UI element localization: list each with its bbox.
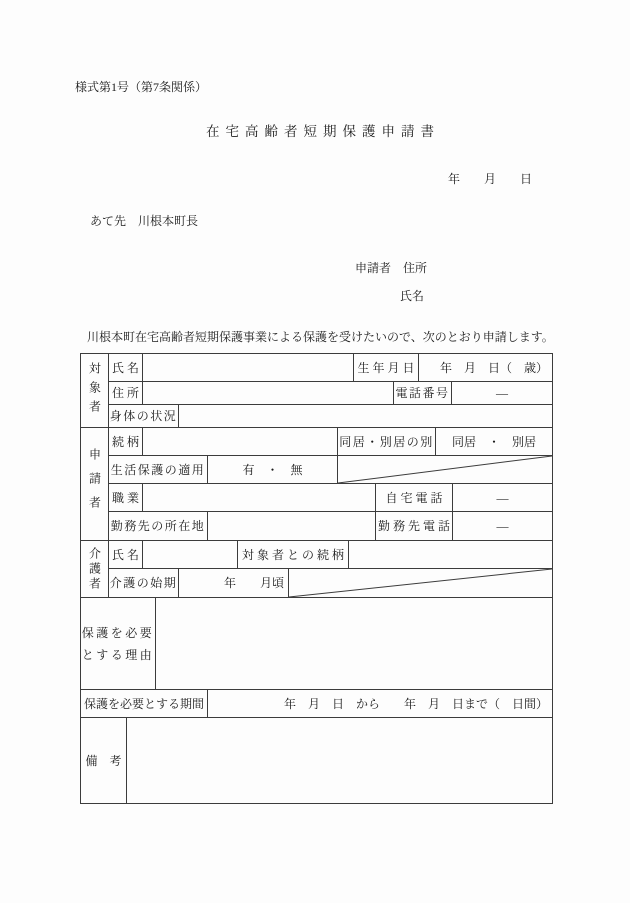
subject-phone-label: 電話番号 xyxy=(394,382,452,404)
applicant-home-phone-value: ― xyxy=(496,490,509,505)
subject-section-label: 対象者 xyxy=(81,354,109,427)
caregiver-relation-field xyxy=(349,541,552,568)
caregiver-relation-label: 対 象 者 と の 続 柄 xyxy=(238,541,349,568)
reason-row xyxy=(81,598,552,690)
caregiver-name-row xyxy=(109,541,552,569)
subject-address-field xyxy=(143,382,394,404)
caregiver-start-row xyxy=(109,569,552,597)
applicant-living-label: 同居・別居の別 xyxy=(338,428,436,455)
subject-phone-value: ― xyxy=(496,386,508,400)
subject-name-label: 氏 名 xyxy=(109,354,143,381)
applicant-relation-field xyxy=(143,428,338,455)
subject-address-label: 住 所 xyxy=(109,382,143,404)
remarks-field xyxy=(127,718,552,803)
applicant-relation-row xyxy=(109,428,552,456)
period-value: 年 月 日 から 年 月 日まで（ 日間） xyxy=(283,696,548,711)
subject-birthdate-label: 生 年 月 日 xyxy=(354,354,419,381)
addressee-line: あて先 川根本町長 xyxy=(90,214,199,228)
section-subject xyxy=(81,354,552,428)
subject-body-condition-field xyxy=(179,405,552,427)
applicant-work-phone-label: 勤 務 先 電 話 xyxy=(376,512,453,540)
caregiver-section-label: 介護者 xyxy=(81,541,109,597)
caregiver-start-strike-cell xyxy=(289,569,552,597)
reason-label-line1: 保護を必要 xyxy=(81,625,155,640)
applicant-job-row xyxy=(109,484,552,512)
applicant-work-phone-value: ― xyxy=(496,519,509,533)
reason-label-line2: とする理由 xyxy=(81,647,155,662)
period-row xyxy=(81,690,552,718)
form-number: 様式第1号（第7条関係） xyxy=(75,80,208,94)
applicant-welfare-value: 有 ・ 無 xyxy=(208,456,338,483)
section-caregiver xyxy=(81,541,552,598)
remarks-label: 備 考 xyxy=(81,718,127,803)
applicant-section-label: 申請者 xyxy=(81,428,109,540)
caregiver-name-field xyxy=(143,541,238,568)
applicant-workplace-label: 勤務先の所在地 xyxy=(109,512,208,540)
diagonal-line xyxy=(338,456,552,483)
applicant-workplace-field xyxy=(208,512,376,540)
applicant-job-field xyxy=(143,484,376,511)
applicant-job-label: 職 業 xyxy=(109,484,143,511)
period-label: 保護を必要とする期間 xyxy=(81,690,208,717)
subject-name-field xyxy=(143,354,354,381)
caregiver-start-label: 介護の始期 xyxy=(109,569,179,597)
caregiver-name-label: 氏 名 xyxy=(109,541,143,568)
section-applicant xyxy=(81,428,552,541)
applicant-home-phone-label: 自 宅 電 話 xyxy=(376,484,453,511)
remarks-row xyxy=(81,718,552,803)
application-table xyxy=(80,353,553,804)
applicant-welfare-row xyxy=(109,456,552,484)
applicant-welfare-label: 生活保護の適用 xyxy=(109,456,208,483)
applicant-name-line: 氏名 xyxy=(400,289,425,303)
document-title: 在宅高齢者短期保護申請書 xyxy=(206,124,440,139)
subject-address-row xyxy=(109,382,552,405)
subject-body-condition-label: 身体の状況 xyxy=(109,405,179,427)
applicant-relation-label: 続 柄 xyxy=(109,428,143,455)
reason-field xyxy=(156,598,552,689)
applicant-workplace-row xyxy=(109,512,552,540)
caregiver-start-value: 年 月頃 xyxy=(179,569,289,597)
applicant-address-line: 申請者 住所 xyxy=(355,261,428,275)
date-line: 年 月 日 xyxy=(448,172,533,186)
reason-label-cell xyxy=(81,598,156,689)
applicant-welfare-strike-cell xyxy=(338,456,552,483)
subject-name-row xyxy=(109,354,552,382)
subject-birthdate-value: 年 月 日（ 歳） xyxy=(439,360,548,375)
subject-body-row xyxy=(109,405,552,427)
diagonal-line xyxy=(289,569,552,597)
applicant-living-value: 同居 ・ 別居 xyxy=(451,434,536,449)
intro-paragraph: 川根本町在宅高齢者短期保護事業による保護を受けたいので、次のとおり申請します。 xyxy=(87,330,554,344)
